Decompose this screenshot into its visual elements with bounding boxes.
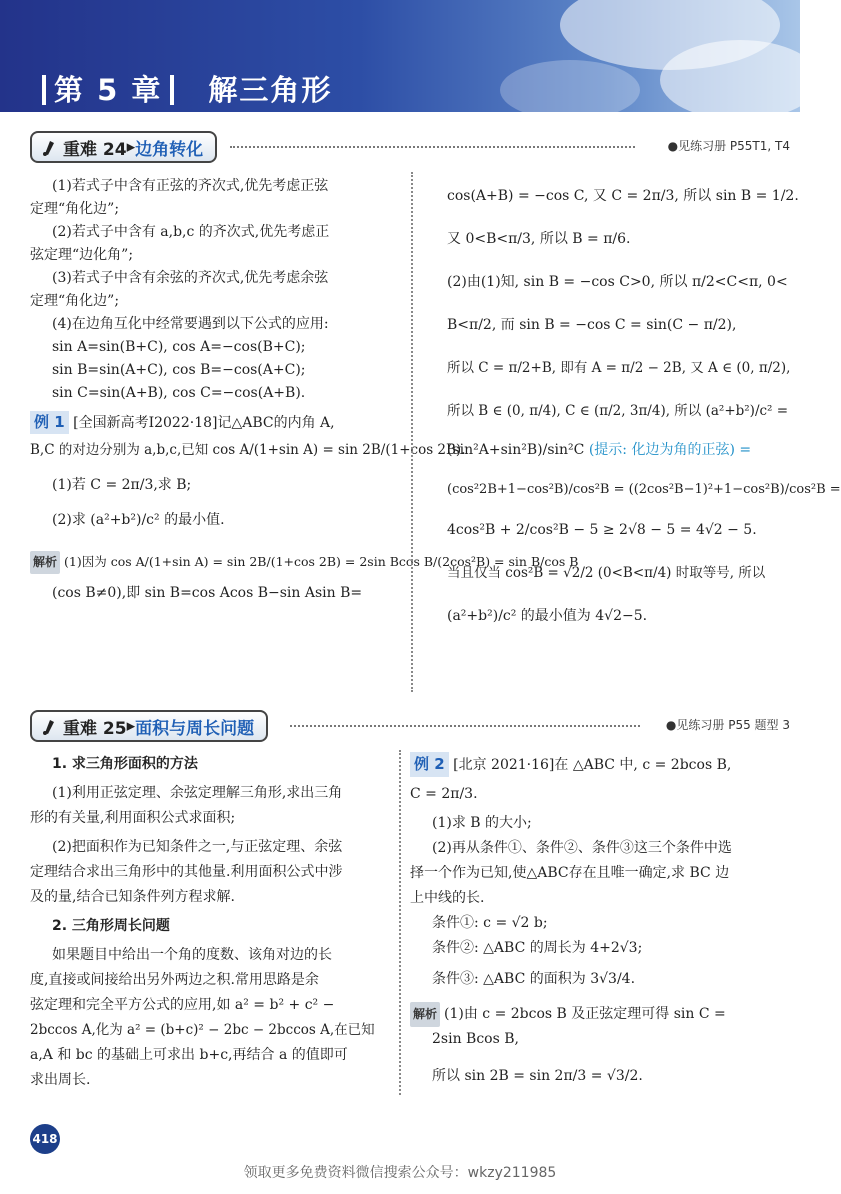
pen-icon	[42, 138, 58, 156]
section-divider	[230, 146, 635, 148]
text-line: B<π/2, 而 sin B = −cos C = sin(C − π/2),	[447, 317, 737, 333]
analysis-tag: 解析	[410, 1002, 440, 1027]
text-line: 形的有关量,利用面积公式求面积;	[30, 810, 236, 826]
column-divider	[411, 172, 413, 692]
text-line: (cos²2B+1−cos²B)/cos²B = ((2cos²B−1)²+1−cos²B)/cos²B =	[447, 482, 841, 497]
text-line: 求出周长.	[30, 1072, 91, 1088]
workbook-reference: ●见练习册 P55T1, T4	[667, 139, 790, 153]
text-line: a,A 和 bc 的基础上可求出 b+c,再结合 a 的值即可	[30, 1047, 348, 1063]
text-line: 弦定理“边化角”;	[30, 247, 134, 263]
section-24-label: 重难 24 ▸ 边角转化	[30, 131, 217, 163]
text-line: (2)由(1)知, sin B = −cos C>0, 所以 π/2<C<π, 0<	[447, 274, 788, 290]
section-divider	[290, 725, 640, 727]
section-25-right	[410, 752, 780, 1089]
text-line: (1)利用正弦定理、余弦定理解三角形,求出三角	[52, 785, 343, 801]
example-tag: 例 1	[30, 411, 69, 434]
text-line: 4cos²B + 2/cos²B − 5 ≥ 2√8 − 5 = 4√2 − 5.	[447, 522, 757, 538]
pen-icon	[42, 717, 58, 735]
chapter-name: 解三角形	[208, 73, 333, 107]
footer-watermark: 领取更多免费资料微信搜索公众号：wkzy211985	[243, 1165, 557, 1181]
chapter-title	[34, 68, 332, 109]
text-line: 2sin Bcos B,	[432, 1031, 519, 1047]
text-line: C = 2π/3.	[410, 786, 478, 802]
section-24-right	[425, 185, 841, 628]
formula-line: sin A=sin(B+C), cos A=−cos(B+C);	[52, 339, 306, 355]
text-line: 所以 sin 2B = sin 2π/3 = √3/2.	[432, 1068, 643, 1084]
text-line: (2)把面积作为已知条件之一,与正弦定理、余弦	[52, 839, 343, 855]
subsection-heading: 2. 三角形周长问题	[52, 918, 170, 934]
text-line: 定理“角化边”;	[30, 293, 120, 309]
section-25-label: 重难 25 ▸ 面积与周长问题	[30, 710, 268, 742]
formula-line: sin C=sin(A+B), cos C=−cos(A+B).	[52, 385, 306, 401]
text-line: 弦定理和完全平方公式的应用,如 a² = b² + c² −	[30, 997, 335, 1013]
condition-1: 条件①: c = √2 b;	[432, 915, 548, 931]
text-line: (1)若 C = 2π/3,求 B;	[52, 477, 192, 493]
text-line: (3)若式子中含有余弦的齐次式,优先考虑余弦	[52, 270, 329, 286]
text-line: (cos B≠0),即 sin B=cos Acos B−sin Asin B=	[52, 585, 363, 601]
text-line: (2)若式子中含有 a,b,c 的齐次式,优先考虑正	[52, 224, 330, 240]
page-number: 418	[30, 1124, 60, 1154]
text-line: (1)求 B 的大小;	[432, 815, 532, 831]
text-line: (2)再从条件①、条件②、条件③这三个条件中选	[432, 840, 732, 856]
formula-line: sin B=sin(A+C), cos B=−cos(A+C);	[52, 362, 306, 378]
subsection-heading: 1. 求三角形面积的方法	[52, 756, 198, 772]
condition-3: 条件③: △ABC 的面积为 3√3/4.	[432, 971, 636, 987]
chapter-number: 第 5 章	[54, 73, 163, 107]
text-line: 2bccos A,化为 a² = (b+c)² − 2bc − 2bccos A,在已知	[30, 1022, 375, 1038]
text-line: 又 0<B<π/3, 所以 B = π/6.	[447, 231, 631, 247]
text-line: 如果题目中给出一个角的度数、该角对边的长	[52, 947, 332, 963]
condition-2: 条件②: △ABC 的周长为 4+2√3;	[432, 940, 643, 956]
text-line: 定理结合求出三角形中的其他量.利用面积公式中涉	[30, 864, 343, 880]
text-line: (a²+b²)/c² 的最小值为 4√2−5.	[447, 608, 648, 624]
text-line: cos(A+B) = −cos C, 又 C = 2π/3, 所以 sin B = 1/2.	[447, 188, 799, 204]
text-line: [北京 2021·16]在 △ABC 中, c = 2bcos B,	[453, 757, 732, 773]
cloud-decoration	[500, 60, 640, 120]
text-line: 择一个作为已知,使△ABC存在且唯一确定,求 BC 边	[410, 865, 730, 881]
section-24-header	[30, 131, 790, 161]
text-line: (2)求 (a²+b²)/c² 的最小值.	[52, 512, 225, 528]
cloud-decoration	[660, 40, 820, 120]
text-line: 上中线的长.	[410, 890, 485, 906]
text-line: (1)因为 cos A/(1+sin A) = sin 2B/(1+cos 2B) = 2sin Bcos B/(2cos²B) = sin B/cos B	[64, 554, 579, 569]
text-line: 定理“角化边”;	[30, 201, 120, 217]
example-tag: 例 2	[410, 752, 449, 777]
text-line: (sin²A+sin²B)/sin²C	[447, 442, 585, 458]
analysis-tag: 解析	[30, 551, 60, 574]
text-line: (1)若式子中含有正弦的齐次式,优先考虑正弦	[52, 178, 329, 194]
text-line: B,C 的对边分别为 a,b,c,已知 cos A/(1+sin A) = sin 2B/(1+cos 2B).	[30, 442, 466, 458]
text-line: (4)在边角互化中经常要遇到以下公式的应用:	[52, 316, 329, 332]
text-line: 所以 C = π/2+B, 即有 A = π/2 − 2B, 又 A ∈ (0, π/2),	[447, 360, 791, 376]
column-divider	[399, 750, 401, 1095]
text-line: 度,直接或间接给出另外两边之积.常用思路是余	[30, 972, 319, 988]
hint-text: (提示: 化边为角的正弦) =	[588, 442, 752, 458]
text-line: 所以 B ∈ (0, π/4), C ∈ (π/2, 3π/4), 所以 (a²+b²)/c² =	[447, 403, 789, 419]
chapter-banner	[0, 0, 800, 112]
workbook-reference: ●见练习册 P55 题型 3	[665, 718, 790, 732]
text-line: [全国新高考Ⅰ2022·18]记△ABC的内角 A,	[73, 415, 335, 431]
text-line: (1)由 c = 2bcos B 及正弦定理可得 sin C =	[444, 1006, 726, 1022]
text-line: 当且仅当 cos²B = √2/2 (0<B<π/4) 时取等号, 所以	[447, 565, 766, 581]
section-25-header	[30, 710, 790, 740]
section-25-left	[30, 752, 400, 1093]
text-line: 及的量,结合已知条件列方程求解.	[30, 889, 235, 905]
